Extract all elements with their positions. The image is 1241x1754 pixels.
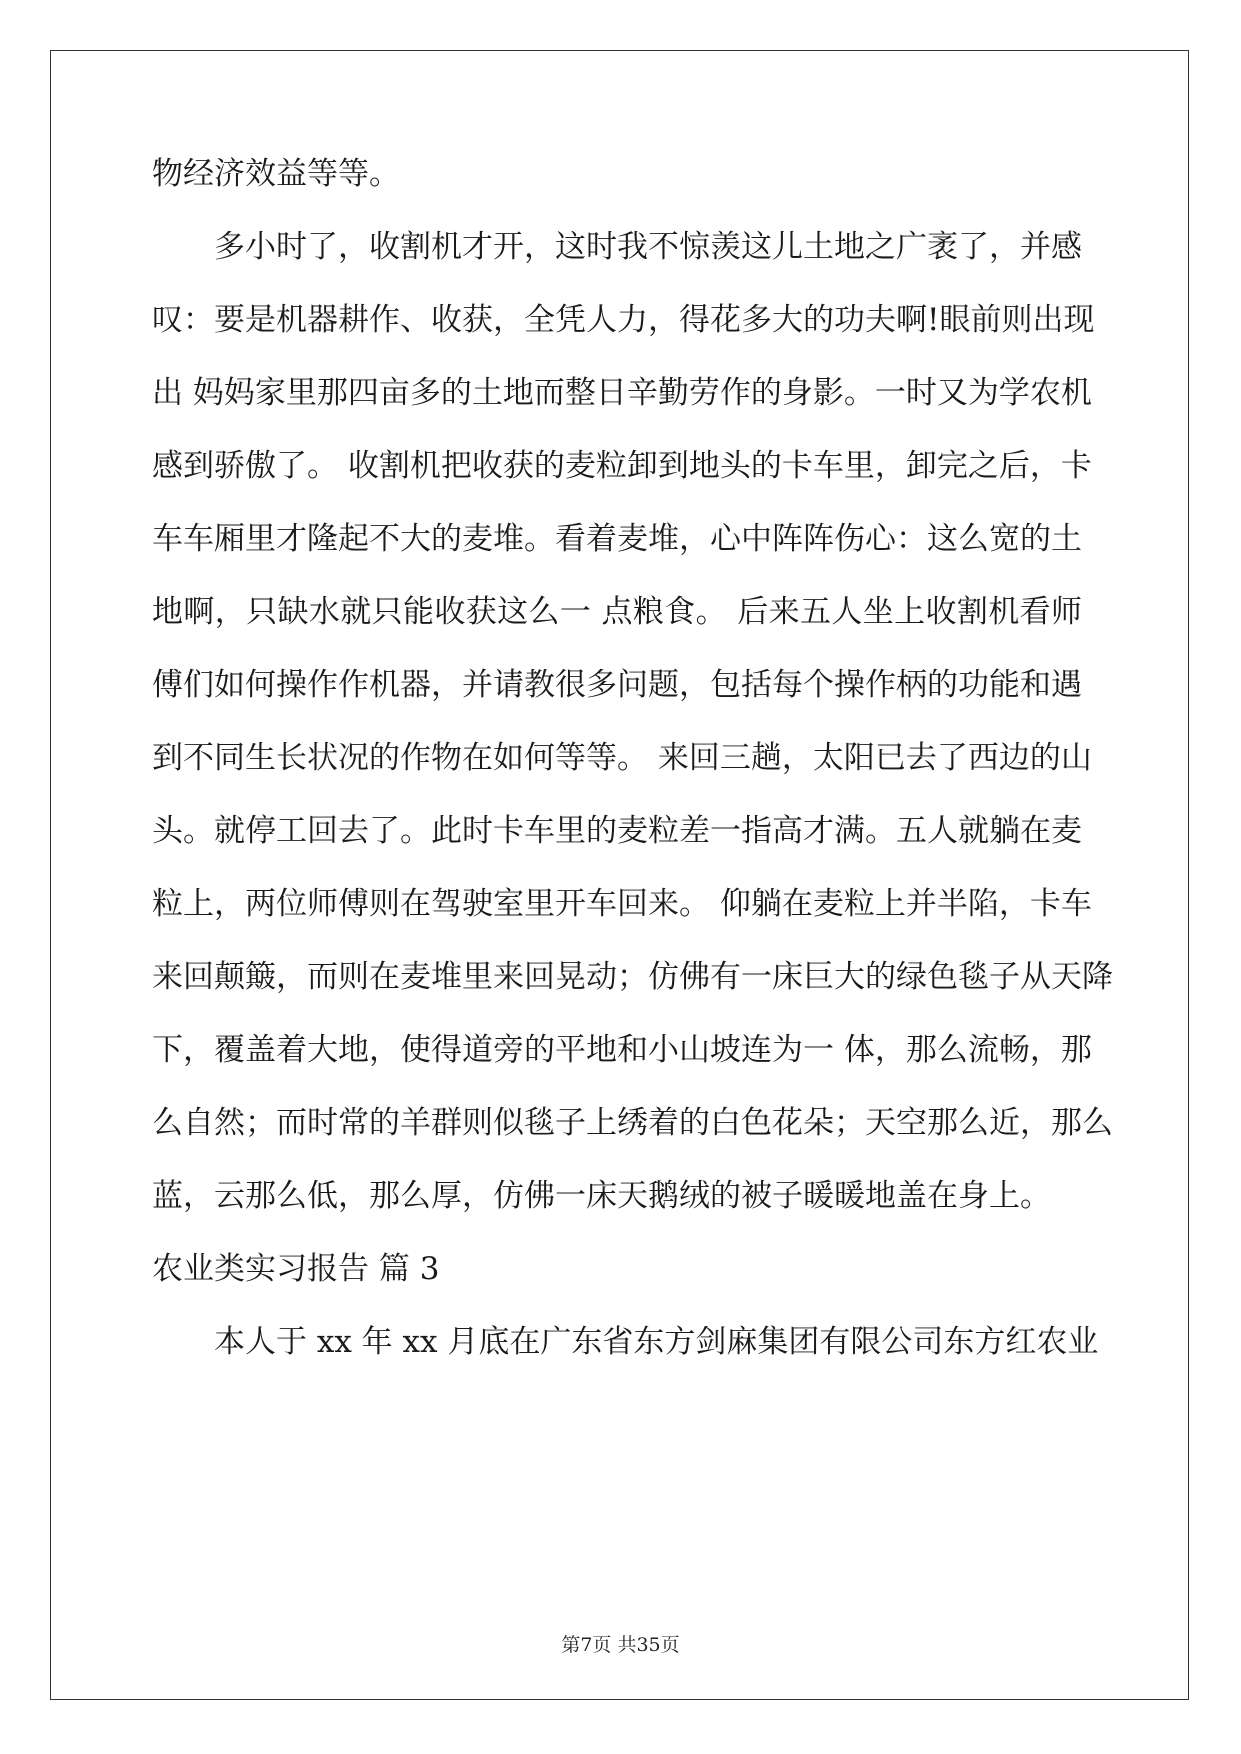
text-line-12: 来回颠簸，而则在麦堆里来回晃动；仿佛有一床巨大的绿色毯子从天降	[152, 959, 1113, 995]
text-line-9: 到不同生长状况的作物在如何等等。 来回三趟，太阳已去了西边的山	[152, 740, 1092, 776]
text-line-3: 叹：要是机器耕作、收获，全凭人力，得花多大的功夫啊!眼前则出现	[152, 302, 1095, 338]
text-line-5: 感到骄傲了。 收割机把收获的麦粒卸到地头的卡车里，卸完之后，卡	[152, 448, 1092, 484]
page-number-footer: 第7页 共35页	[561, 1634, 680, 1656]
text-line-4: 出 妈妈家里那四亩多的土地而整日辛勤劳作的身影。一时又为学农机	[152, 375, 1092, 411]
text-line-7: 地啊，只缺水就只能收获这么一 点粮食。 后来五人坐上收割机看师	[152, 594, 1082, 630]
text-line-8: 傅们如何操作作机器，并请教很多问题，包括每个操作柄的功能和遇	[152, 667, 1082, 703]
text-line-6: 车车厢里才隆起不大的麦堆。看着麦堆，心中阵阵伤心：这么宽的土	[152, 521, 1082, 557]
section-heading: 农业类实习报告 篇 3	[152, 1251, 440, 1287]
text-line-13: 下，覆盖着大地，使得道旁的平地和小山坡连为一 体，那么流畅，那	[152, 1032, 1092, 1068]
text-line-10: 头。就停工回去了。此时卡车里的麦粒差一指高才满。五人就躺在麦	[152, 813, 1082, 849]
paragraph-start-line: 本人于 xx 年 xx 月底在广东省东方剑麻集团有限公司东方红农业	[214, 1324, 1099, 1360]
text-line-14: 么自然；而时常的羊群则似毯子上绣着的白色花朵；天空那么近，那么	[152, 1105, 1113, 1141]
text-line-15: 蓝，云那么低，那么厚，仿佛一床天鹅绒的被子暖暖地盖在身上。	[152, 1178, 1051, 1214]
text-line-11: 粒上，两位师傅则在驾驶室里开车回来。 仰躺在麦粒上并半陷，卡车	[152, 886, 1092, 922]
text-line-1: 物经济效益等等。	[152, 156, 400, 192]
page-border	[50, 50, 1189, 1700]
text-line-2: 多小时了，收割机才开，这时我不惊羡这儿土地之广袤了，并感	[214, 229, 1082, 265]
